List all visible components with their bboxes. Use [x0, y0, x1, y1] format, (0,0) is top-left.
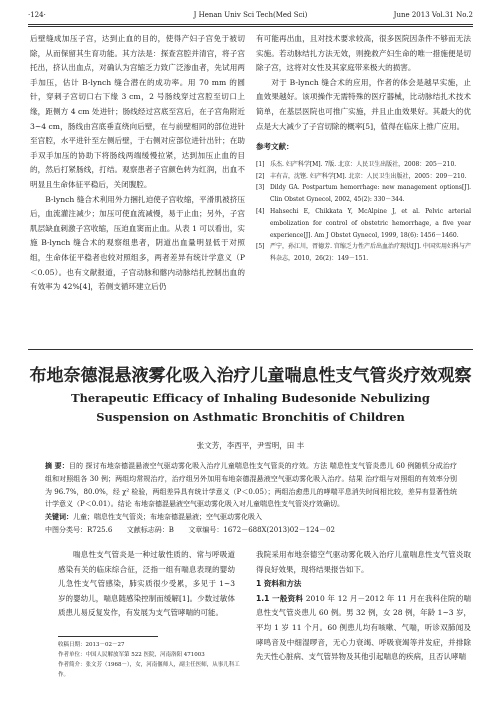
previous-article-left-column: [30, 32, 245, 295]
article-title-english: [0, 389, 501, 427]
article-right-column: [256, 548, 471, 665]
header-rule: [28, 24, 473, 25]
keywords-text: 儿童；喘息性支气管炎；布地奈德混悬液；空气驱动雾化吸入: [73, 513, 262, 522]
running-header: [28, 8, 473, 22]
paragraph: 后壁缝成加压子宫，达到止血的目的，使得产妇子宫免于被切除，从而保留其生育功能。其方法是：探查宫腔并清宫，将子宫托出，挤认出血点，对确认为宫缩乏力致广泛渗血者，先试用两手加压，估计 B-lynch 缝合潜在的成功率。用 70 mm 的圆针，穿刺子宫切口右下缘 3 cm，2 号肠线穿过宫腔至切口上缘，距侧方 4 cm 处进针；肠线经过宫底至宫后，在子宫角附近 3~4 cm，肠线由宫底垂直绕向后壁，在与前壁相同的部位进针至宫腔，水平进针至左侧后壁，于右侧对应部位进针出针；在助手双手加压的协助下将肠线两端缓慢拉紧，达到加压止血的目的，然后打紧肠线，打结。观察患者子宫颜色转为红润，出血不明显且生命体征平稳后，关闭腹腔。: [30, 34, 245, 189]
subsection-heading: 1.1 一般资料: [256, 593, 304, 603]
keywords: [45, 511, 457, 524]
reference-item: [5] 严宁，孙江川，胥德芳. 宫缩乏力性产后出血治疗现状[J]. 中国实用妇科与产科杂志，2010，26(2)：149－151.: [256, 243, 471, 263]
section-heading: 1 资料和方法: [256, 579, 302, 589]
section-divider: [28, 349, 473, 350]
reference-item: [3] Dildy GA. Postpartum hemorrhage: new management options[J]. Clin Obstet Gynecol, 2002, 45(2): 330－344.: [256, 184, 471, 204]
references-heading: 参考文献：: [256, 142, 294, 152]
paragraph: B-lynch 缝合术利用外力捆扎迫使子宫收缩，平滑肌被挤压后，血流灌注减少；加压可使血流减慢，易于止血；另外，子宫肌层缺血刺激子宫收缩，压迫血窦而止血。从表 1 可以看出，实施 B-lynch 缝合术的观察组患者，阴道出血量明显低于对照组，生命体征平稳者也较对照组多，两者差异有统计学意义（P＜0.05）。也有文献报道，子宫动脉和髂内动脉结扎控制出血的有效率为 42%[4]，若侧支循环建立后仍: [30, 194, 245, 292]
abstract-block: [45, 460, 457, 537]
received-date: 收稿日期：2013－02－27: [58, 642, 125, 648]
abstract: [45, 460, 457, 511]
paragraph: [256, 592, 471, 665]
header-rule-thin: [28, 26, 473, 27]
reference-list: [256, 159, 471, 265]
author-list: 张文芳，李西平，尹雪明，田 丰: [196, 441, 305, 450]
previous-article-right-column: [256, 32, 471, 265]
article-left-column: [58, 548, 235, 621]
paragraph: 喘息性支气管炎是一种过敏性质的、常与呼吸道感染有关的临床综合征，泛指一组有喘息表现的婴幼儿急性支气管感染，肺实质很少受累，多见于 1~3 岁的婴幼儿，喘息随感染控制而缓解[1]。少数过敏体质患儿易反复发作，有发展为支气管哮喘的可能。: [58, 550, 235, 618]
classification-row: [45, 524, 335, 537]
reference-item: [1] 乐杰. 妇产科学[M]. 7版. 北京：人民卫生出版社，2008：205－210.: [256, 160, 457, 168]
title-en-line-2: Suspension on Asthmatic Bronchitis of Children: [96, 410, 405, 424]
article-number: 文章编号：1672－688X(2013)02－124－02: [188, 525, 335, 534]
paragraph-text: 2010 年 12 月－2012 年 11 月在我科住院的喘息性支气管炎患儿 60 例。男 32 例，女 28 例，年龄 1~3 岁，平均 1 岁 11 个月。60 例患儿均有咳嗽、气喘，听诊双肺闻及哮鸣音及中细湿啰音，无心力衰竭、呼吸衰竭等并发症，并排除先天性心脏病、支气管异物及其他引起喘息的疾病，且否认哮喘: [256, 593, 471, 662]
page-number: ·124·: [28, 11, 46, 19]
title-en-line-1: Therapeutic Efficacy of Inhaling Budesonide Nebulizing: [71, 391, 430, 405]
paragraph: 对于 B-lynch 缝合术的应用，作者的体会是越早实施，止血效果越好。该项操作无需特殊的医疗器械，比动脉结扎术技术简单，在基层医院也可推广实施，并且止血效果好。其最大的优点是大大减少了子宫切除的概率[5]，值得在临床上推广应用。: [256, 77, 471, 131]
issue-info: June 2013 Vol.31 No.2: [393, 11, 473, 19]
clc-number: 中图分类号：R725.6: [45, 525, 113, 534]
article-title-chinese: 布地奈德混悬液雾化吸入治疗儿童喘息性支气管炎疗效观察: [29, 366, 472, 386]
author-affiliation: 作者单位：中国人民解放军第 522 医院，河南洛阳 471003: [58, 652, 205, 658]
keywords-label: 关键词：: [45, 513, 73, 522]
footnote-rule: [58, 636, 158, 637]
abstract-label: 摘 要：: [45, 462, 69, 470]
doc-code: 文献标志码：B: [126, 525, 174, 534]
author-bio: 作者简介：张文芳（1968－），女，河南偃师人，副主任医师，从事儿科工作。: [58, 662, 240, 678]
abstract-text: 目的 探讨布地奈德混悬液空气驱动雾化吸入治疗儿童喘息性支气管炎的疗效。方法 喘息性支气管炎患儿 60 例随机分成治疗组和对照组各 30 例；两组均常规治疗，治疗组另外加用布地奈德混悬液空气驱动雾化吸入治疗。结果 治疗组与对照组的有效率分别为 96.7%，80.0%，经 χ² 检验，两组差异具有统计学意义（P＜0.05）；两组治愈患儿的哮喘平息消失时间相比较，差异有显著性统计学意义（P＜0.01）。结论 布地奈德混悬液空气驱动雾化吸入对儿童喘息性支气管炎疗效确切。: [45, 462, 458, 509]
journal-name: J Henan Univ Sci Tech(Med Sci): [193, 11, 308, 19]
footnote: [58, 640, 248, 680]
paragraph: 有可能再出血，且对技术要求较高，很多医院因条件不够而无法实施。若动脉结扎方法无效，则挽救产妇生命的唯一措施便是切除子宫，这将对女性及其家庭带来极大的损害。: [256, 34, 471, 73]
reference-item: [2] 丰有吉，沈铿. 妇产科学[M]. 北京：人民卫生出版社，2005：209－210.: [256, 172, 467, 180]
reference-item: [4] Hahsechi E, Chikkata Y, McAlpine J, et al. Pelvic arterial embolization for control of obstetric hemorrhage, a five year experience[J]. Am J Obstet Gynecol, 1999, 18(6): 1456－1460.: [256, 207, 471, 239]
paragraph: 我院采用布地奈德空气驱动雾化吸入治疗儿童喘息性支气管炎取得良好效果，现将结果报告如下。: [256, 550, 471, 574]
